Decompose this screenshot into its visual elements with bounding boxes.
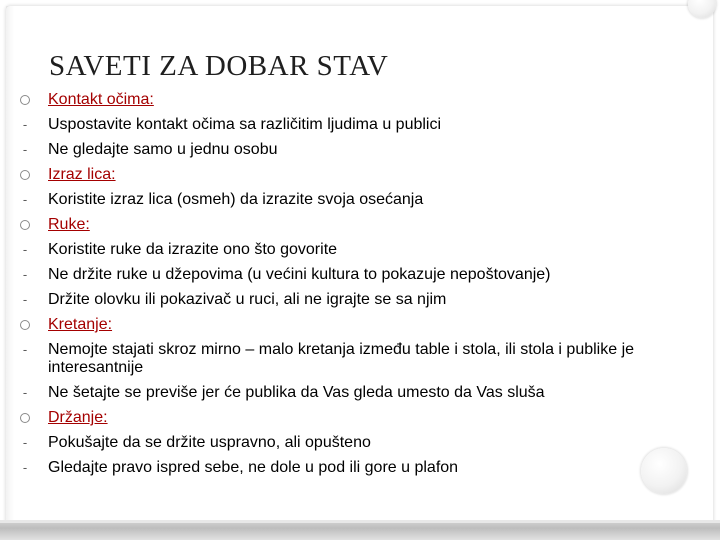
- dash-bullet-icon: -: [22, 435, 28, 450]
- dash-bullet-icon: -: [22, 385, 28, 400]
- list-item-text: Držite olovku ili pokazivač u ruci, ali ne igrajte se sa njim: [48, 291, 447, 308]
- section-heading-text: Ruke:: [48, 216, 90, 233]
- list-item-text: Ne držite ruke u džepovima (u većini kultura to pokazuje nepoštovanje): [48, 266, 551, 283]
- dash-bullet-icon: -: [22, 117, 28, 132]
- dash-bullet-icon: -: [22, 142, 28, 157]
- list-item-text: Ne šetajte se previše jer će publika da Vas gleda umesto da Vas sluša: [48, 384, 545, 401]
- list-item-text: Koristite izraz lica (osmeh) da izrazite svoja osećanja: [48, 191, 424, 208]
- list-item: [18, 191, 698, 209]
- dash-bullet-icon: -: [22, 292, 28, 307]
- bullet-list: [18, 91, 698, 484]
- section-heading-text: Držanje:: [48, 409, 108, 426]
- dash-bullet-icon: -: [22, 342, 28, 357]
- dash-bullet-icon: -: [22, 192, 28, 207]
- ring-bullet-icon: [18, 316, 32, 334]
- list-item-text: Gledajte pravo ispred sebe, ne dole u pod ili gore u plafon: [48, 459, 459, 476]
- list-item: [18, 116, 698, 134]
- list-item: [18, 384, 698, 402]
- ring-bullet-icon: [18, 166, 32, 184]
- list-item-text: Uspostavite kontakt očima sa različitim ljudima u publici: [48, 116, 442, 133]
- section-heading-text: Kretanje:: [48, 316, 113, 333]
- ring-bullet-icon: [18, 216, 32, 234]
- section-heading-text: Izraz lica:: [48, 166, 116, 183]
- slide-title: SAVETI ZA DOBAR STAV: [49, 50, 389, 82]
- ring-bullet-icon: [18, 409, 32, 427]
- list-item-text: Ne gledajte samo u jednu osobu: [48, 141, 278, 158]
- list-item: [18, 459, 698, 477]
- slide-bottom-bar: [0, 520, 720, 540]
- section-heading: [18, 216, 698, 234]
- list-item: [18, 241, 698, 259]
- list-item-text: Koristite ruke da izrazite ono što govorite: [48, 241, 338, 258]
- list-item: [18, 434, 698, 452]
- list-item: [18, 291, 698, 309]
- slide-left-shadow: [6, 6, 14, 526]
- dash-bullet-icon: -: [22, 460, 28, 475]
- list-item-text: Pokušajte da se držite uspravno, ali opušteno: [48, 434, 371, 451]
- section-heading: [18, 91, 698, 109]
- dash-bullet-icon: -: [22, 267, 28, 282]
- dash-bullet-icon: -: [22, 242, 28, 257]
- list-item: [18, 141, 698, 159]
- section-heading: [18, 316, 698, 334]
- section-heading: [18, 166, 698, 184]
- list-item: [18, 341, 698, 377]
- section-heading-text: Kontakt očima:: [48, 91, 154, 108]
- list-item-text: Nemojte stajati skroz mirno – malo kretanja između table i stola, ili stola i publike je interesantnije: [48, 341, 635, 376]
- ring-bullet-icon: [18, 91, 32, 109]
- section-heading: [18, 409, 698, 427]
- list-item: [18, 266, 698, 284]
